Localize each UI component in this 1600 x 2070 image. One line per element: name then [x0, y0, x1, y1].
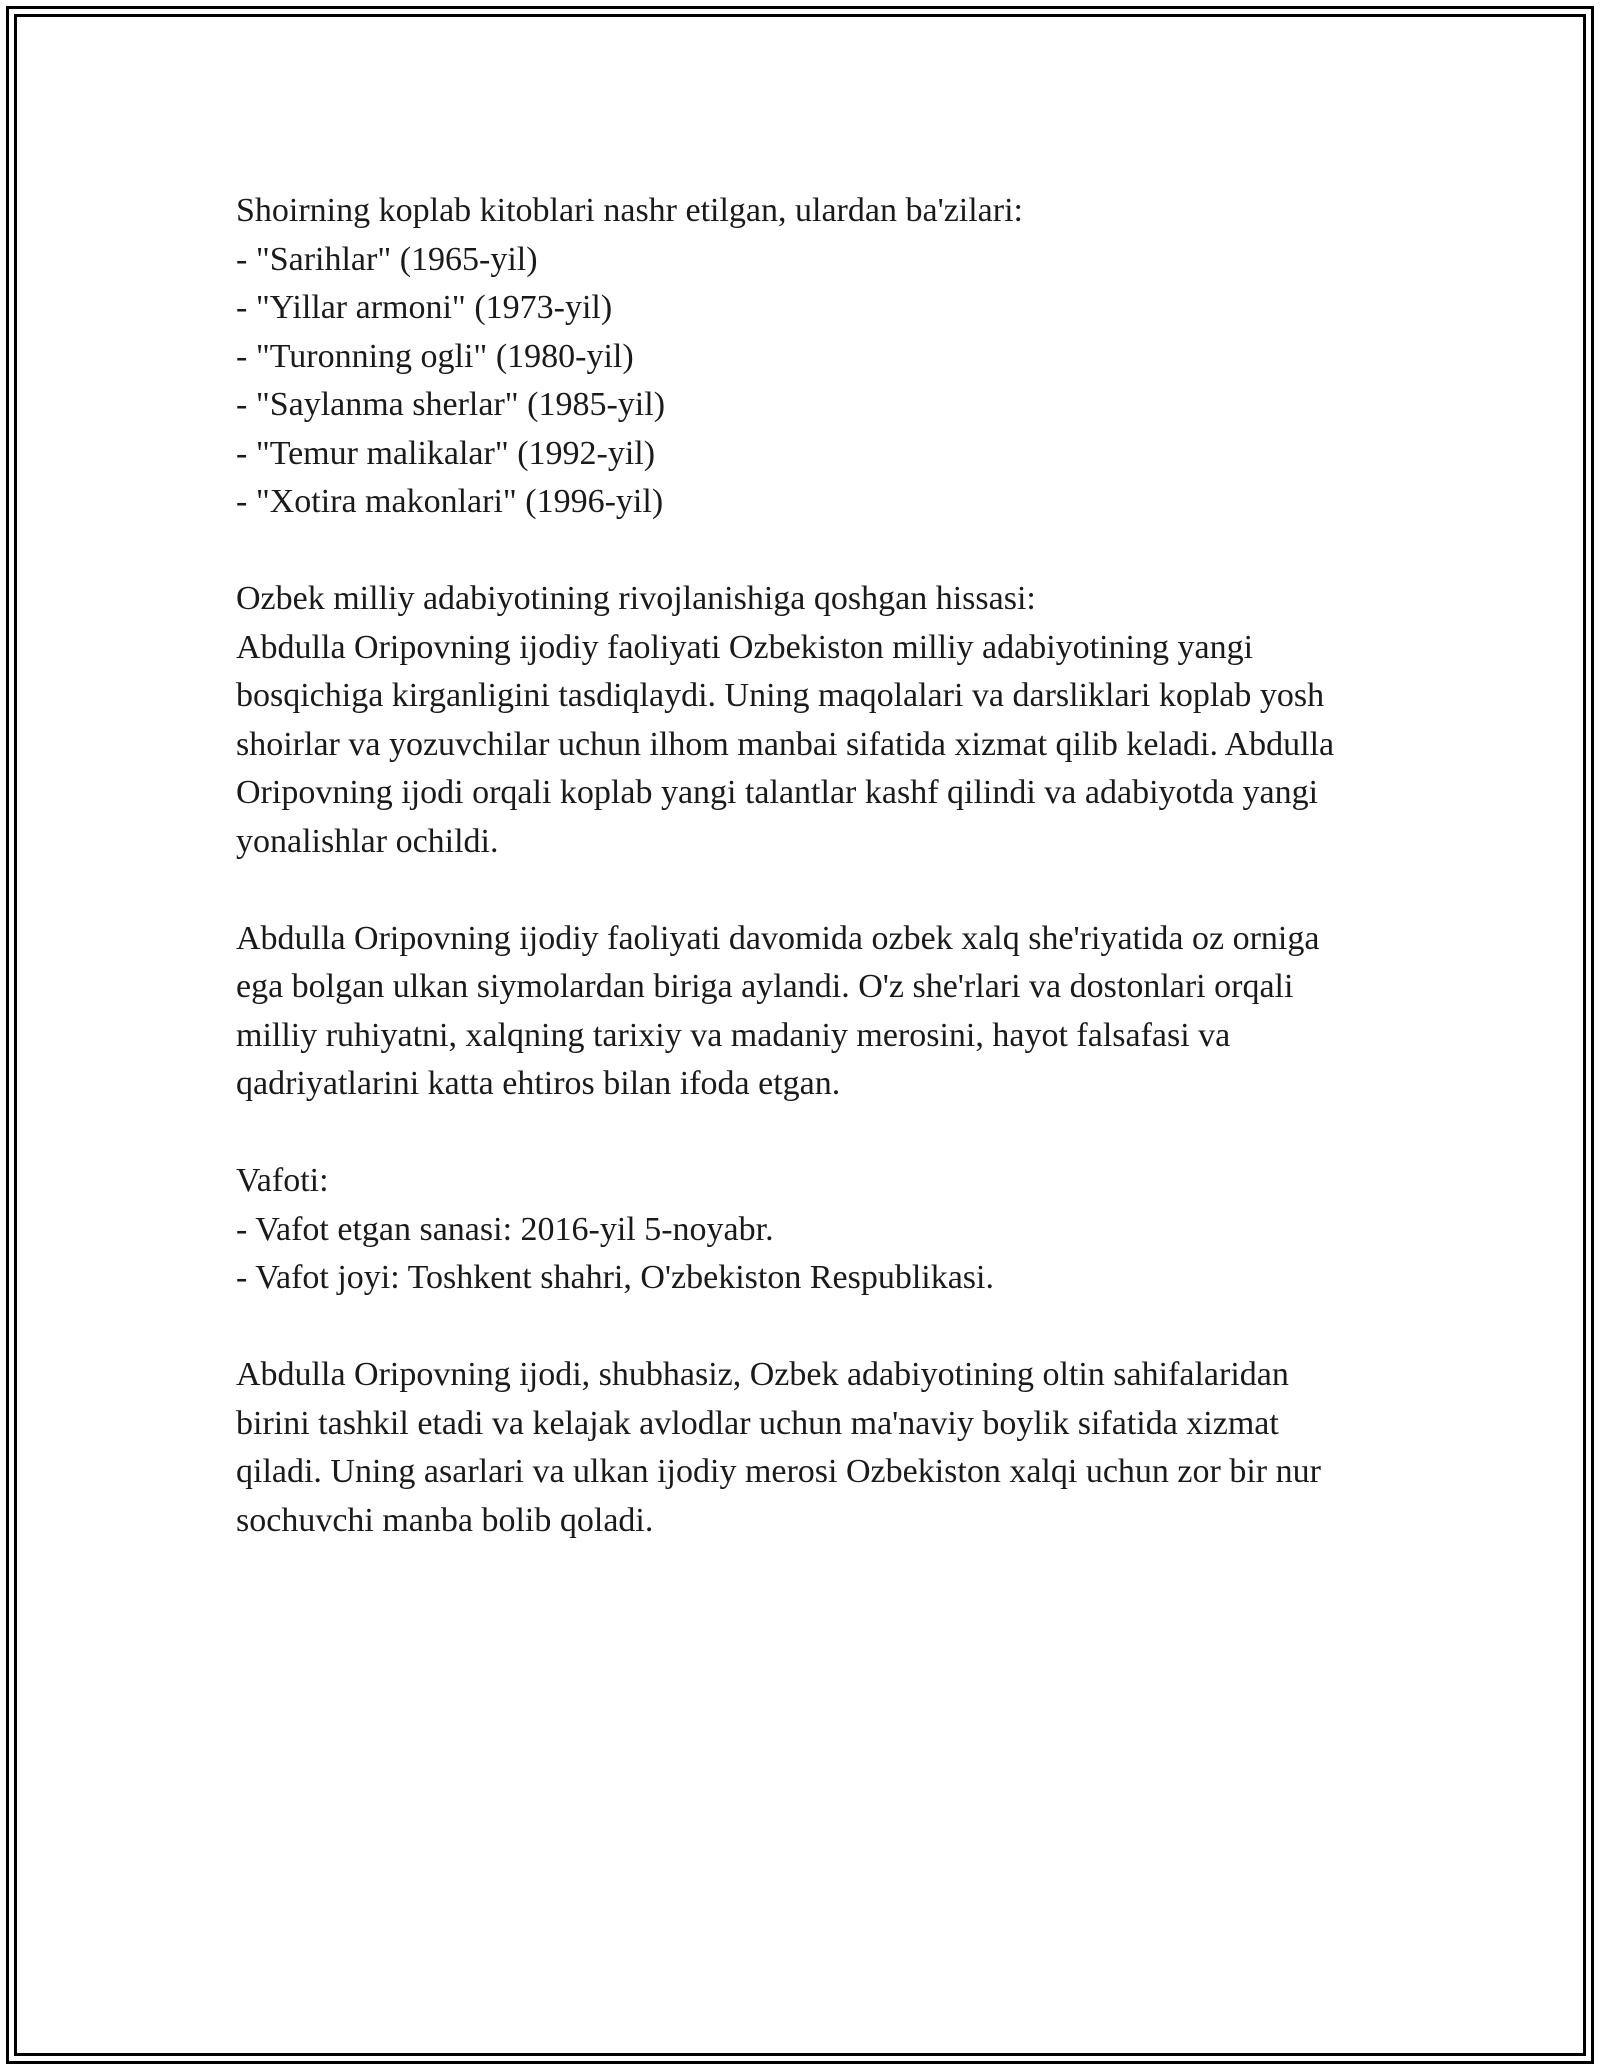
book-item: - "Turonning ogli" (1980-yil): [236, 337, 634, 375]
death-heading: Vafoti:: [236, 1162, 329, 1199]
death-section: [236, 1157, 1356, 1303]
books-section: [236, 187, 1356, 527]
death-item: - Vafot joyi: Toshkent shahri, O'zbekiston Respublikasi.: [236, 1259, 994, 1296]
conclusion-section: [236, 1351, 1356, 1545]
book-item: - "Temur malikalar" (1992-yil): [236, 434, 656, 472]
conclusion-paragraph: Abdulla Oripovning ijodi, shubhasiz, Ozbek adabiyotining oltin sahifalaridan birini tashkil etadi va kelajak avlodlar uchun ma'naviy boylik sifatida xizmat qiladi. Uning asarlari va ulkan ijodiy merosi Ozbekiston xalqi uchun zor bir nur sochuvchi manba bolib qoladi.: [236, 1356, 1321, 1539]
book-item: - "Sarihlar" (1965-yil): [236, 240, 538, 278]
death-item: - Vafot etgan sanasi: 2016-yil 5-noyabr.: [236, 1210, 774, 1248]
book-item: - "Yillar armoni" (1973-yil): [236, 289, 613, 326]
book-item: - "Xotira makonlari" (1996-yil): [236, 483, 664, 520]
contribution-section: [236, 575, 1356, 866]
contribution-heading: Ozbek milliy adabiyotining rivojlanishiga qoshgan hissasi:: [236, 580, 1036, 617]
book-item: - "Saylanma sherlar" (1985-yil): [236, 386, 666, 423]
legacy-section: [236, 915, 1356, 1109]
legacy-paragraph: Abdulla Oripovning ijodiy faoliyati davomida ozbek xalq she'riyatida oz orniga ega bolgan ulkan siymolardan biriga aylandi. O'z she'rlari va dostonlari orqali milliy ruhiyatni, xalqning tarixiy va madaniy merosini, hayot falsafasi va qadriyatlarini katta ehtiros bilan ifoda etgan.: [236, 919, 1320, 1102]
books-intro: Shoirning koplab kitoblari nashr etilgan, ulardan ba'zilari:: [236, 192, 1023, 229]
document-body: [236, 187, 1356, 1594]
contribution-paragraph: Abdulla Oripovning ijodiy faoliyati Ozbekiston milliy adabiyotining yangi bosqichiga kirganligini tasdiqlaydi. Uning maqolalari va darsliklari koplab yosh shoirlar va yozuvchilar uchun ilhom manbai sifatida xizmat qilib keladi. Abdulla Oripovning ijodi orqali koplab yangi talantlar kashf qilindi va adabiyotda yangi yonalishlar ochildi.: [236, 628, 1335, 860]
